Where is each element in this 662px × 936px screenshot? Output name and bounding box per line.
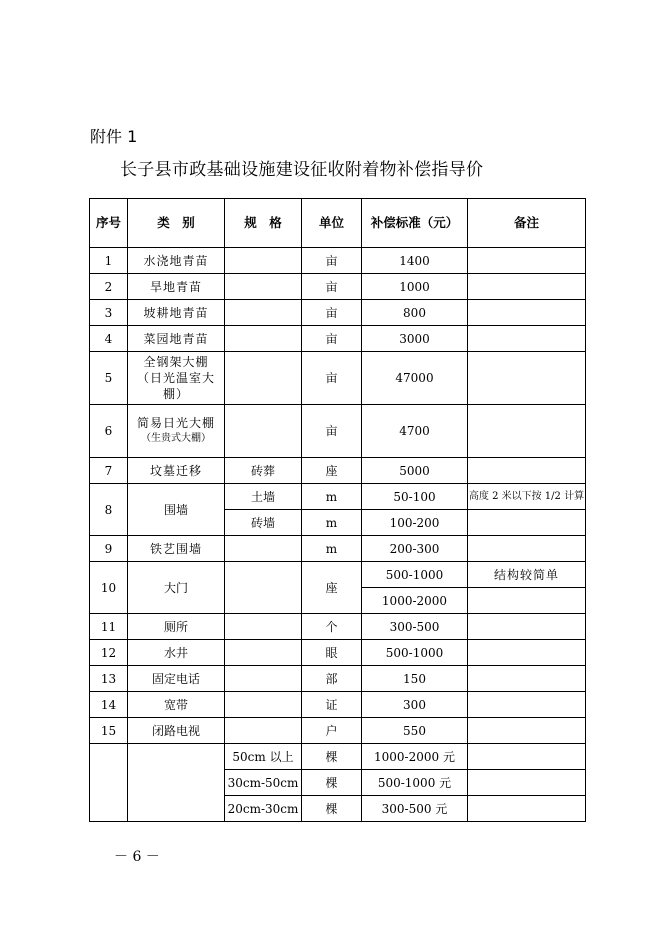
cell-spec xyxy=(225,248,302,274)
table-row xyxy=(90,666,586,692)
cell-unit: 棵 xyxy=(302,796,362,822)
category-line: 简易日光大棚 xyxy=(136,416,215,430)
cell-category xyxy=(128,405,225,458)
cell-unit: m xyxy=(302,484,362,510)
cell-spec xyxy=(225,405,302,458)
cell-spec xyxy=(225,692,302,718)
table-row xyxy=(90,274,586,300)
cell-remark xyxy=(468,718,586,744)
cell-unit: 亩 xyxy=(302,352,362,405)
cell-category: 水井 xyxy=(128,640,225,666)
cell-spec: 砖葬 xyxy=(225,458,302,484)
cell-remark xyxy=(468,536,586,562)
cell-standard: 100-200 xyxy=(362,510,468,536)
cell-standard: 3000 xyxy=(362,326,468,352)
cell-remark xyxy=(468,405,586,458)
cell-standard: 500-1000 xyxy=(362,640,468,666)
cell-remark xyxy=(468,274,586,300)
table-row xyxy=(90,458,586,484)
cell-no: 5 xyxy=(90,352,128,405)
header-standard: 补偿标准（元） xyxy=(362,199,468,248)
cell-unit: 眼 xyxy=(302,640,362,666)
cell-unit: 个 xyxy=(302,614,362,640)
header-unit: 单位 xyxy=(302,199,362,248)
cell-unit: m xyxy=(302,510,362,536)
cell-spec xyxy=(225,300,302,326)
cell-standard: 1000-2000 元 xyxy=(362,744,468,770)
page-title: 长子县市政基础设施建设征收附着物补偿指导价 xyxy=(120,160,484,180)
header-no: 序号 xyxy=(90,199,128,248)
cell-category: 闭路电视 xyxy=(128,718,225,744)
table-row xyxy=(90,248,586,274)
cell-no: 14 xyxy=(90,692,128,718)
cell-standard: 47000 xyxy=(362,352,468,405)
cell-no: 4 xyxy=(90,326,128,352)
cell-remark xyxy=(468,796,586,822)
cell-remark xyxy=(468,326,586,352)
cell-standard: 1000-2000 xyxy=(362,588,468,614)
cell-remark xyxy=(468,248,586,274)
cell-spec xyxy=(225,640,302,666)
table-row xyxy=(90,718,586,744)
cell-remark xyxy=(468,352,586,405)
category-line: （日光温室大 xyxy=(136,371,215,385)
cell-category: 坟墓迁移 xyxy=(128,458,225,484)
table-row xyxy=(90,562,586,588)
cell-category: 宽带 xyxy=(128,692,225,718)
cell-spec: 砖墙 xyxy=(225,510,302,536)
cell-spec: 土墙 xyxy=(225,484,302,510)
table-header-row xyxy=(90,199,586,248)
cell-category: 旱地青苗 xyxy=(128,274,225,300)
page-number: － 6 － xyxy=(114,849,160,865)
header-spec: 规 格 xyxy=(225,199,302,248)
cell-no: 11 xyxy=(90,614,128,640)
cell-category: 坡耕地青苗 xyxy=(128,300,225,326)
cell-standard: 1400 xyxy=(362,248,468,274)
cell-remark xyxy=(468,458,586,484)
compensation-table xyxy=(89,198,586,822)
cell-remark xyxy=(468,692,586,718)
cell-no xyxy=(90,744,128,822)
cell-standard: 200-300 xyxy=(362,536,468,562)
cell-unit: 亩 xyxy=(302,248,362,274)
table-row xyxy=(90,484,586,510)
cell-remark xyxy=(468,666,586,692)
attachment-label: 附件 1 xyxy=(90,127,138,146)
cell-no: 7 xyxy=(90,458,128,484)
cell-remark xyxy=(468,640,586,666)
cell-category xyxy=(128,744,225,822)
cell-standard: 300-500 元 xyxy=(362,796,468,822)
cell-standard: 800 xyxy=(362,300,468,326)
cell-category xyxy=(128,352,225,405)
cell-remark xyxy=(468,744,586,770)
table-row xyxy=(90,536,586,562)
cell-standard: 300-500 xyxy=(362,614,468,640)
cell-remark xyxy=(468,510,586,536)
cell-category: 围墙 xyxy=(128,484,225,536)
cell-spec: 30cm-50cm xyxy=(225,770,302,796)
cell-standard: 1000 xyxy=(362,274,468,300)
table-row xyxy=(90,744,586,770)
cell-no: 9 xyxy=(90,536,128,562)
cell-unit: 亩 xyxy=(302,405,362,458)
cell-standard: 150 xyxy=(362,666,468,692)
cell-spec xyxy=(225,562,302,614)
cell-unit: 亩 xyxy=(302,326,362,352)
table-row xyxy=(90,300,586,326)
cell-no: 15 xyxy=(90,718,128,744)
cell-no: 8 xyxy=(90,484,128,536)
table-row xyxy=(90,405,586,458)
cell-standard: 5000 xyxy=(362,458,468,484)
cell-unit: 户 xyxy=(302,718,362,744)
cell-remark xyxy=(468,588,586,614)
category-line: 全钢架大棚 xyxy=(143,355,209,369)
cell-unit: 部 xyxy=(302,666,362,692)
cell-remark xyxy=(468,300,586,326)
cell-spec xyxy=(225,352,302,405)
table-row xyxy=(90,326,586,352)
cell-category: 菜园地青苗 xyxy=(128,326,225,352)
cell-unit: 棵 xyxy=(302,744,362,770)
cell-unit: 证 xyxy=(302,692,362,718)
cell-no: 2 xyxy=(90,274,128,300)
cell-no: 13 xyxy=(90,666,128,692)
cell-no: 12 xyxy=(90,640,128,666)
cell-unit: 棵 xyxy=(302,770,362,796)
category-line: （生贵式大棚） xyxy=(141,433,211,444)
header-remark: 备注 xyxy=(468,199,586,248)
cell-standard: 50-100 xyxy=(362,484,468,510)
cell-spec xyxy=(225,614,302,640)
cell-remark xyxy=(468,614,586,640)
cell-remark: 结构较简单 xyxy=(468,562,586,588)
cell-spec xyxy=(225,326,302,352)
cell-remark: 高度 2 米以下按 1/2 计算 xyxy=(468,484,586,510)
table-row xyxy=(90,614,586,640)
cell-unit: 座 xyxy=(302,458,362,484)
cell-spec xyxy=(225,274,302,300)
cell-remark xyxy=(468,770,586,796)
category-line: 棚） xyxy=(162,387,189,401)
table-row xyxy=(90,640,586,666)
cell-spec xyxy=(225,666,302,692)
cell-spec: 50cm 以上 xyxy=(225,744,302,770)
table-row xyxy=(90,692,586,718)
cell-unit: m xyxy=(302,536,362,562)
cell-unit: 亩 xyxy=(302,300,362,326)
cell-no: 6 xyxy=(90,405,128,458)
cell-unit: 亩 xyxy=(302,274,362,300)
cell-no: 10 xyxy=(90,562,128,614)
header-category: 类 别 xyxy=(128,199,225,248)
cell-standard: 550 xyxy=(362,718,468,744)
cell-standard: 500-1000 xyxy=(362,562,468,588)
cell-no: 1 xyxy=(90,248,128,274)
cell-category: 水浇地青苗 xyxy=(128,248,225,274)
cell-spec: 20cm-30cm xyxy=(225,796,302,822)
cell-category: 大门 xyxy=(128,562,225,614)
cell-unit: 座 xyxy=(302,562,362,614)
cell-standard: 4700 xyxy=(362,405,468,458)
table-row xyxy=(90,352,586,405)
cell-category: 铁艺围墙 xyxy=(128,536,225,562)
cell-category: 厕所 xyxy=(128,614,225,640)
cell-standard: 300 xyxy=(362,692,468,718)
cell-standard: 500-1000 元 xyxy=(362,770,468,796)
cell-no: 3 xyxy=(90,300,128,326)
cell-spec xyxy=(225,536,302,562)
cell-spec xyxy=(225,718,302,744)
cell-category: 固定电话 xyxy=(128,666,225,692)
